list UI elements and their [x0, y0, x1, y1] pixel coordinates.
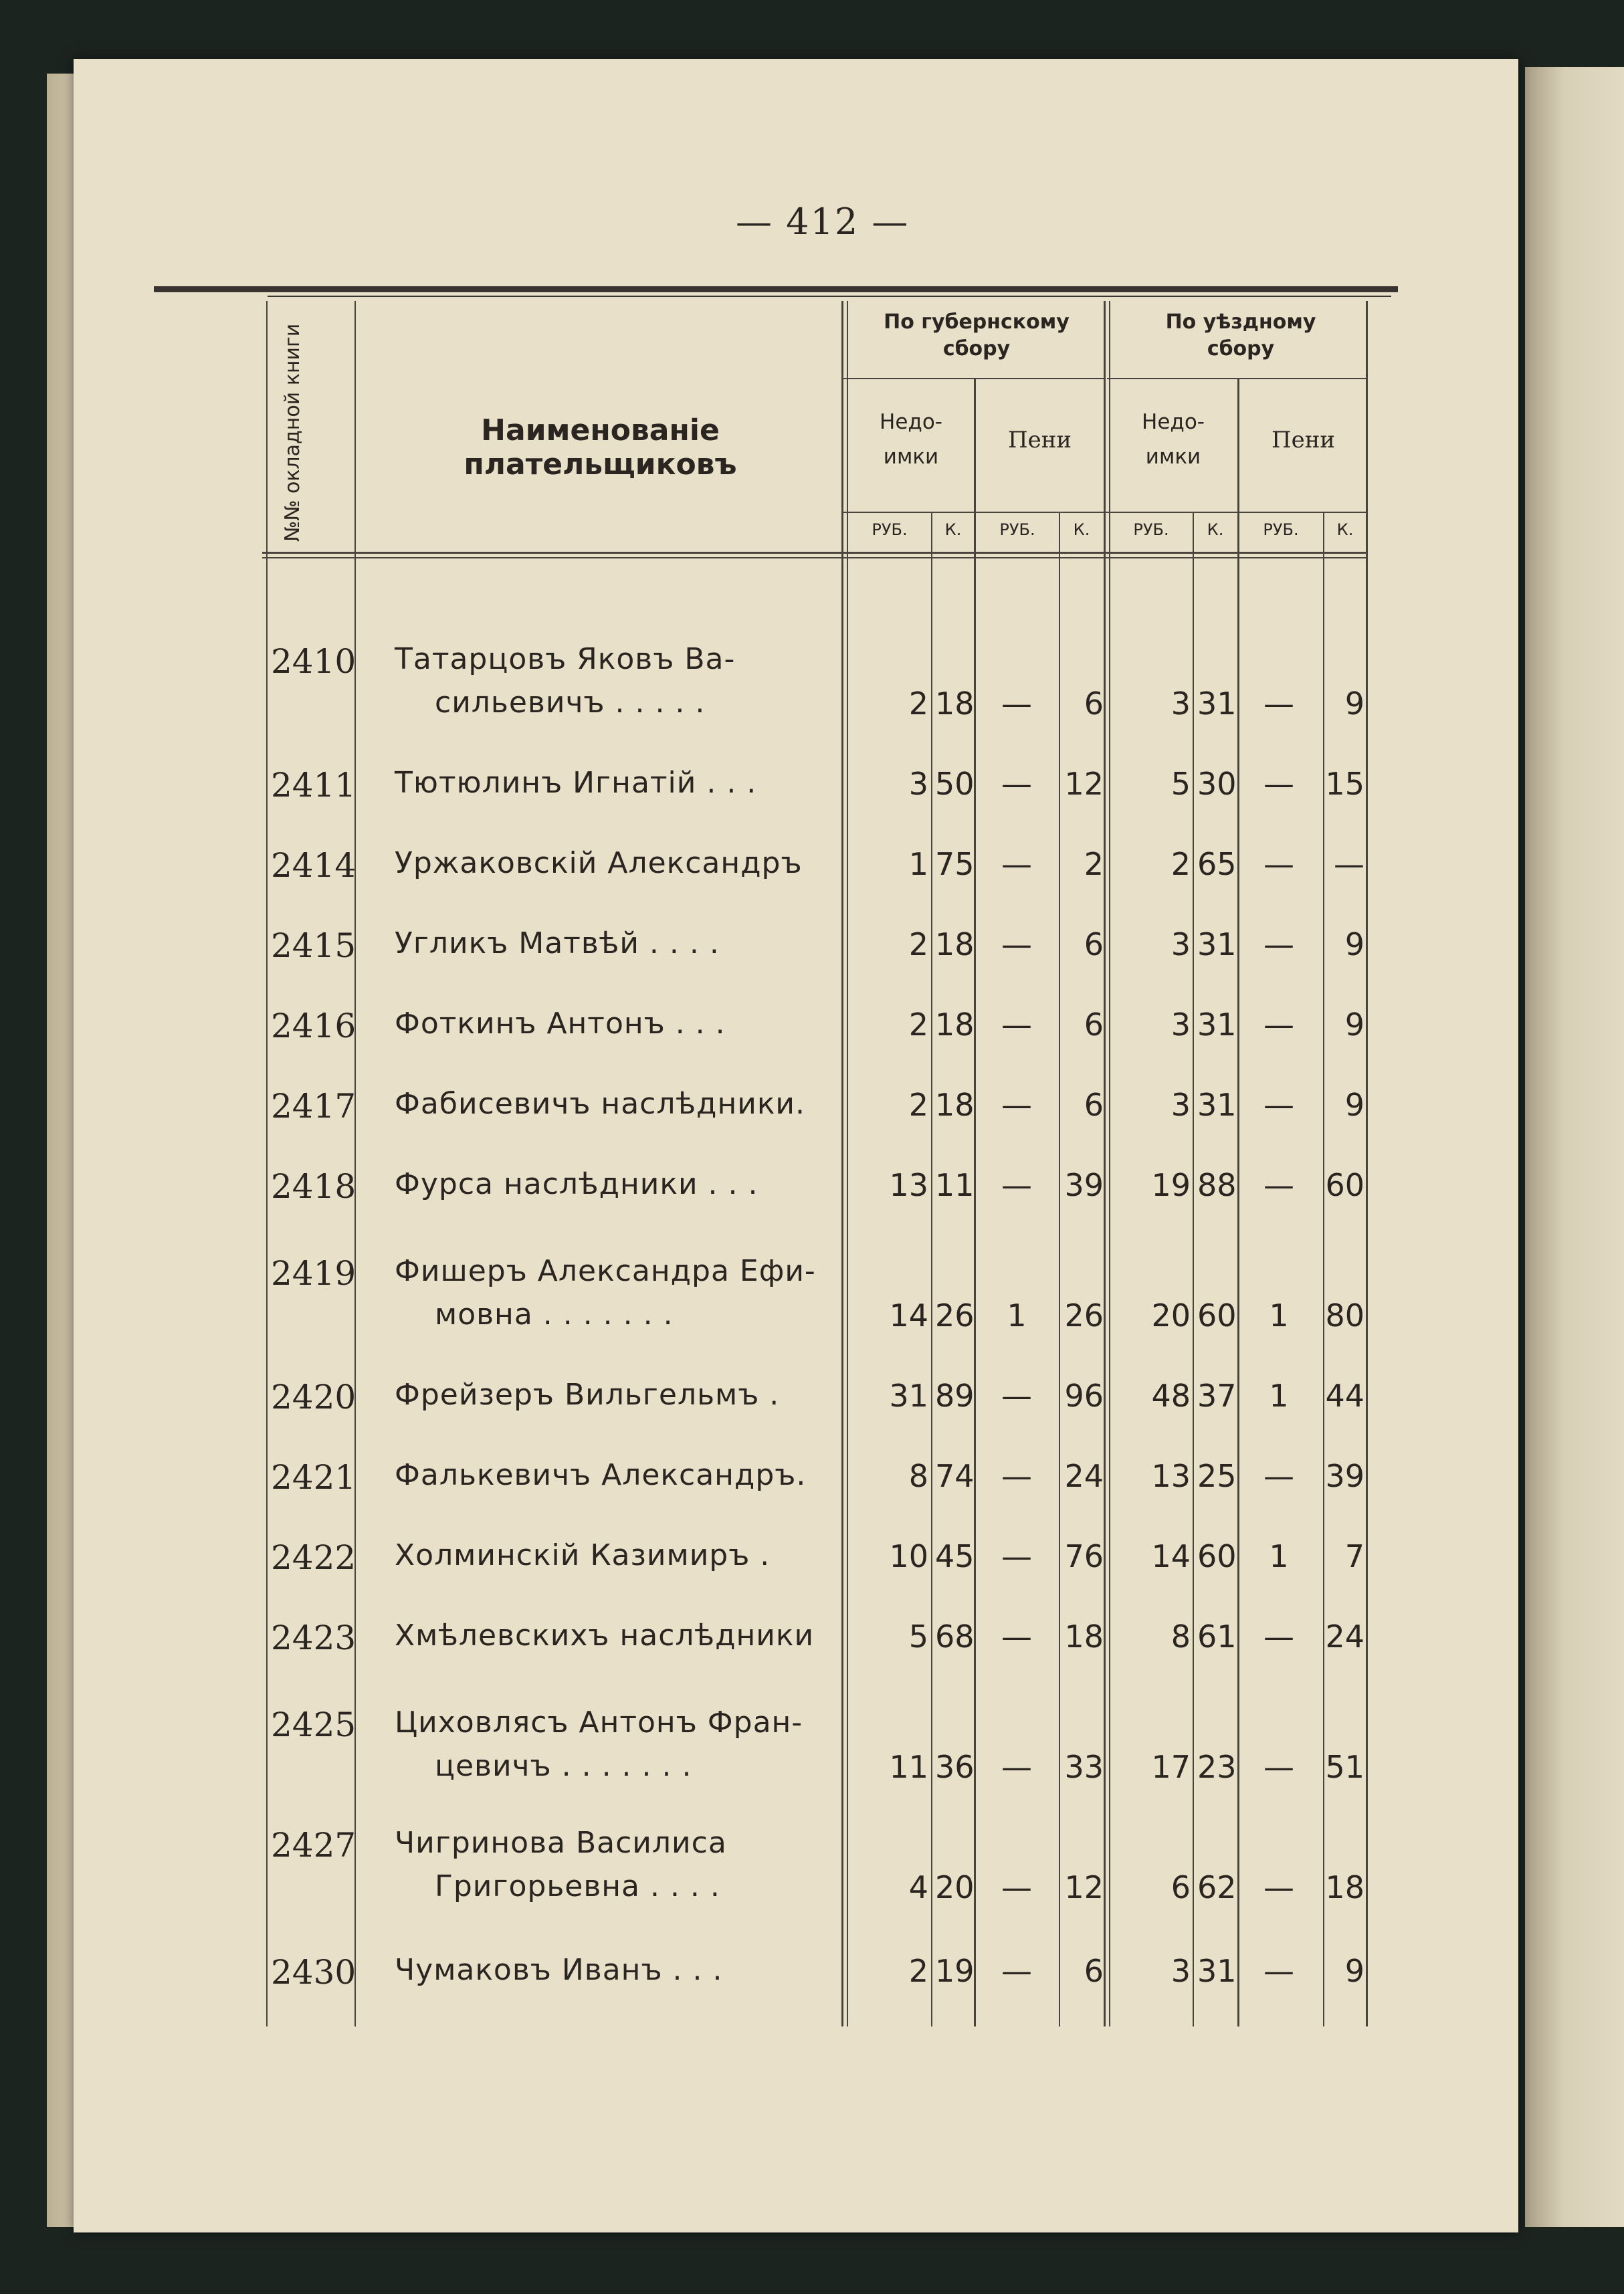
col-line-no [354, 301, 356, 2026]
amount-g-r: 13 [889, 1167, 928, 1203]
header-u-nedoimki: Недо- имки [1142, 410, 1205, 469]
header-payer-name: Наименованіе плательщиковъ [464, 413, 737, 482]
amount-gp-k: 6 [1084, 1007, 1104, 1043]
col-line-g-kop [931, 512, 932, 2026]
amount-gp-r: — [1001, 686, 1032, 722]
amount-up-r: — [1263, 766, 1294, 802]
top-rule [154, 286, 1398, 292]
col-line-up-kop [1323, 512, 1324, 2026]
book-number: 2418 [271, 1167, 357, 1206]
book-number: 2430 [271, 1953, 357, 1992]
col-line-left [266, 301, 268, 2026]
amount-g-r: 8 [908, 1458, 928, 1494]
payer-name: Фурса наслѣдники . . . [395, 1167, 758, 1201]
payer-name: Фалькевичъ Александръ. [395, 1458, 807, 1492]
amount-g-k: 20 [935, 1869, 975, 1905]
book-number: 2417 [271, 1087, 357, 1126]
amount-u-r: 3 [1171, 686, 1191, 722]
amount-up-k: 9 [1344, 1087, 1364, 1123]
amount-up-k: 44 [1325, 1378, 1364, 1414]
amount-g-k: 75 [935, 846, 975, 882]
payer-name: Фишеръ Александра Ефи- [395, 1254, 816, 1288]
amount-g-r: 2 [908, 686, 928, 722]
amount-u-k: 31 [1197, 1953, 1237, 1989]
book-number: 2414 [271, 846, 357, 885]
amount-gp-k: 24 [1064, 1458, 1104, 1494]
amount-up-k: — [1334, 846, 1364, 882]
top-rule-thin [268, 296, 1391, 297]
payer-name-cont: мовна . . . . . . . [435, 1297, 674, 1332]
amount-gp-k: 6 [1084, 926, 1104, 962]
amount-up-k: 18 [1325, 1869, 1364, 1905]
amount-u-r: 48 [1151, 1378, 1191, 1414]
amount-u-r: 3 [1171, 1087, 1191, 1123]
amount-u-k: 60 [1197, 1538, 1237, 1574]
amount-g-r: 31 [889, 1378, 928, 1414]
amount-gp-r: — [1001, 1953, 1032, 1989]
amount-up-r: — [1263, 1167, 1294, 1203]
amount-up-r: 1 [1269, 1297, 1289, 1334]
header-unit-rub: РУБ. [999, 520, 1035, 539]
amount-u-r: 19 [1151, 1167, 1191, 1203]
amount-g-r: 3 [908, 766, 928, 802]
header-bottom-rule [262, 552, 1366, 554]
amount-gp-r: — [1001, 1007, 1032, 1043]
col-line-right [1366, 301, 1368, 2026]
amount-up-k: 7 [1344, 1538, 1364, 1574]
amount-g-k: 19 [935, 1953, 975, 1989]
book-number: 2425 [271, 1705, 357, 1744]
amount-g-k: 89 [935, 1378, 975, 1414]
amount-gp-r: — [1001, 1869, 1032, 1905]
amount-u-k: 25 [1197, 1458, 1237, 1494]
amount-gp-r: — [1001, 1167, 1032, 1203]
header-gub: По губернскому сбору [884, 310, 1070, 360]
payer-name: Фабисевичъ наслѣдники. [395, 1087, 805, 1121]
amount-gp-k: 12 [1064, 1869, 1104, 1905]
amount-up-k: 9 [1344, 926, 1364, 962]
amount-g-r: 2 [908, 1953, 928, 1989]
amount-u-k: 60 [1197, 1297, 1237, 1334]
amount-gp-k: 26 [1064, 1297, 1104, 1334]
amount-g-r: 14 [889, 1297, 928, 1334]
header-unit-rub: РУБ. [872, 520, 908, 539]
amount-g-r: 2 [908, 1087, 928, 1123]
amount-up-k: 60 [1325, 1167, 1364, 1203]
book-number: 2415 [271, 926, 357, 965]
amount-up-r: — [1263, 686, 1294, 722]
amount-up-r: — [1263, 846, 1294, 882]
amount-u-r: 14 [1151, 1538, 1191, 1574]
payer-name: Тютюлинъ Игнатій . . . [395, 766, 757, 800]
amount-g-k: 45 [935, 1538, 975, 1574]
amount-gp-k: 76 [1064, 1538, 1104, 1574]
amount-gp-r: — [1001, 846, 1032, 882]
amount-gp-k: 6 [1084, 686, 1104, 722]
amount-g-r: 2 [908, 926, 928, 962]
amount-g-r: 4 [908, 1869, 928, 1905]
facing-page-edge [1525, 67, 1624, 2227]
book-number: 2421 [271, 1458, 357, 1497]
subheader-rule-gub [843, 378, 1104, 379]
amount-g-k: 26 [935, 1297, 975, 1334]
amount-gp-r: — [1001, 1538, 1032, 1574]
header-uezd: По уѣздному сбору [1165, 310, 1316, 360]
amount-u-r: 2 [1171, 846, 1191, 882]
header-unit-kop: К. [1336, 520, 1354, 539]
amount-u-r: 13 [1151, 1458, 1191, 1494]
header-unit-rub: РУБ. [1133, 520, 1169, 539]
payer-name-cont: Григорьевна . . . . [435, 1869, 720, 1903]
amount-gp-k: 96 [1064, 1378, 1104, 1414]
amount-u-k: 31 [1197, 686, 1237, 722]
amount-u-k: 37 [1197, 1378, 1237, 1414]
col-line-u-kop [1193, 512, 1194, 2026]
amount-gp-k: 33 [1064, 1749, 1104, 1785]
payer-name: Чумаковъ Иванъ . . . [395, 1953, 723, 1987]
header-g-nedoimki: Недо- имки [880, 410, 942, 469]
payer-name: Фрейзеръ Вильгельмъ . [395, 1378, 780, 1412]
amount-u-k: 31 [1197, 1087, 1237, 1123]
header-bottom-rule-2 [262, 557, 1366, 558]
amount-u-r: 17 [1151, 1749, 1191, 1785]
amount-g-r: 11 [889, 1749, 928, 1785]
book-number: 2416 [271, 1007, 357, 1045]
amount-gp-r: — [1001, 926, 1032, 962]
payer-name: Татарцовъ Яковъ Ва- [395, 642, 736, 676]
payer-name: Циховлясъ Антонъ Фран- [395, 1705, 803, 1740]
amount-u-k: 65 [1197, 846, 1237, 882]
payer-name: Угликъ Матвѣй . . . . [395, 926, 720, 960]
book-number: 2411 [271, 766, 357, 805]
amount-up-r: — [1263, 1458, 1294, 1494]
header-unit-rub: РУБ. [1263, 520, 1299, 539]
book-number: 2423 [271, 1619, 357, 1657]
amount-g-k: 18 [935, 686, 975, 722]
amount-up-r: 1 [1269, 1538, 1289, 1574]
amount-up-r: — [1263, 1953, 1294, 1989]
amount-up-r: — [1263, 1087, 1294, 1123]
book-number: 2427 [271, 1826, 357, 1865]
header-unit-kop: К. [1207, 520, 1224, 539]
book-number: 2420 [271, 1378, 357, 1417]
payer-name-cont: цевичъ . . . . . . . [435, 1749, 692, 1783]
amount-up-k: 9 [1344, 686, 1364, 722]
header-g-peni: Пени [1007, 427, 1072, 453]
amount-gp-k: 6 [1084, 1087, 1104, 1123]
amount-up-r: — [1263, 1869, 1294, 1905]
amount-g-k: 18 [935, 926, 975, 962]
amount-up-k: 24 [1325, 1619, 1364, 1655]
amount-gp-r: — [1001, 766, 1032, 802]
amount-u-r: 8 [1171, 1619, 1191, 1655]
amount-gp-r: 1 [1007, 1297, 1027, 1334]
header-u-peni: Пени [1271, 427, 1336, 453]
amount-gp-k: 6 [1084, 1953, 1104, 1989]
amount-gp-k: 18 [1064, 1619, 1104, 1655]
amount-gp-r: — [1001, 1458, 1032, 1494]
payer-name: Уржаковскій Александръ [395, 846, 803, 880]
amount-u-r: 3 [1171, 926, 1191, 962]
col-line-uezd [1104, 301, 1106, 2026]
amount-up-r: — [1263, 926, 1294, 962]
amount-up-r: — [1263, 1749, 1294, 1785]
amount-g-r: 10 [889, 1538, 928, 1574]
amount-u-k: 88 [1197, 1167, 1237, 1203]
header-unit-kop: К. [944, 520, 962, 539]
amount-up-k: 9 [1344, 1007, 1364, 1043]
amount-gp-r: — [1001, 1619, 1032, 1655]
amount-gp-k: 2 [1084, 846, 1104, 882]
amount-u-r: 5 [1171, 766, 1191, 802]
amount-u-r: 3 [1171, 1007, 1191, 1043]
book-number: 2419 [271, 1254, 357, 1293]
payer-name: Холминскій Казимиръ . [395, 1538, 771, 1572]
amount-up-k: 39 [1325, 1458, 1364, 1494]
amount-gp-k: 12 [1064, 766, 1104, 802]
amount-u-k: 23 [1197, 1749, 1237, 1785]
payer-name: Хмѣлевскихъ наслѣдники [395, 1619, 815, 1653]
amount-g-k: 74 [935, 1458, 975, 1494]
amount-up-k: 51 [1325, 1749, 1364, 1785]
amount-u-r: 6 [1171, 1869, 1191, 1905]
amount-up-r: 1 [1269, 1378, 1289, 1414]
amount-up-k: 80 [1325, 1297, 1364, 1334]
col-line-name [841, 301, 843, 2026]
amount-g-k: 36 [935, 1749, 975, 1785]
amount-gp-r: — [1001, 1087, 1032, 1123]
amount-gp-k: 39 [1064, 1167, 1104, 1203]
amount-g-k: 18 [935, 1087, 975, 1123]
amount-up-r: — [1263, 1007, 1294, 1043]
page-number: — 412 — [736, 201, 910, 243]
amount-u-k: 30 [1197, 766, 1237, 802]
amount-gp-r: — [1001, 1378, 1032, 1414]
col-line-gp-kop [1059, 512, 1060, 2026]
amount-g-k: 68 [935, 1619, 975, 1655]
amount-u-k: 31 [1197, 926, 1237, 962]
amount-g-r: 5 [908, 1619, 928, 1655]
amount-g-k: 11 [935, 1167, 975, 1203]
book-number: 2410 [271, 642, 357, 681]
amount-g-k: 18 [935, 1007, 975, 1043]
amount-u-k: 62 [1197, 1869, 1237, 1905]
book-number: 2422 [271, 1538, 357, 1577]
amount-up-r: — [1263, 1619, 1294, 1655]
amount-gp-r: — [1001, 1749, 1032, 1785]
amount-g-r: 1 [908, 846, 928, 882]
amount-u-k: 31 [1197, 1007, 1237, 1043]
amount-u-r: 3 [1171, 1953, 1191, 1989]
amount-up-k: 15 [1325, 766, 1364, 802]
amount-u-r: 20 [1151, 1297, 1191, 1334]
amount-g-r: 2 [908, 1007, 928, 1043]
amount-up-k: 9 [1344, 1953, 1364, 1989]
payer-name-cont: сильевичъ . . . . . [435, 686, 706, 720]
payer-name: Чигринова Василиса [395, 1826, 727, 1860]
amount-g-k: 50 [935, 766, 975, 802]
header-book-number: №№ окладной книги [281, 323, 304, 542]
header-unit-kop: К. [1073, 520, 1090, 539]
amount-u-k: 61 [1197, 1619, 1237, 1655]
payer-name: Фоткинъ Антонъ . . . [395, 1007, 726, 1041]
